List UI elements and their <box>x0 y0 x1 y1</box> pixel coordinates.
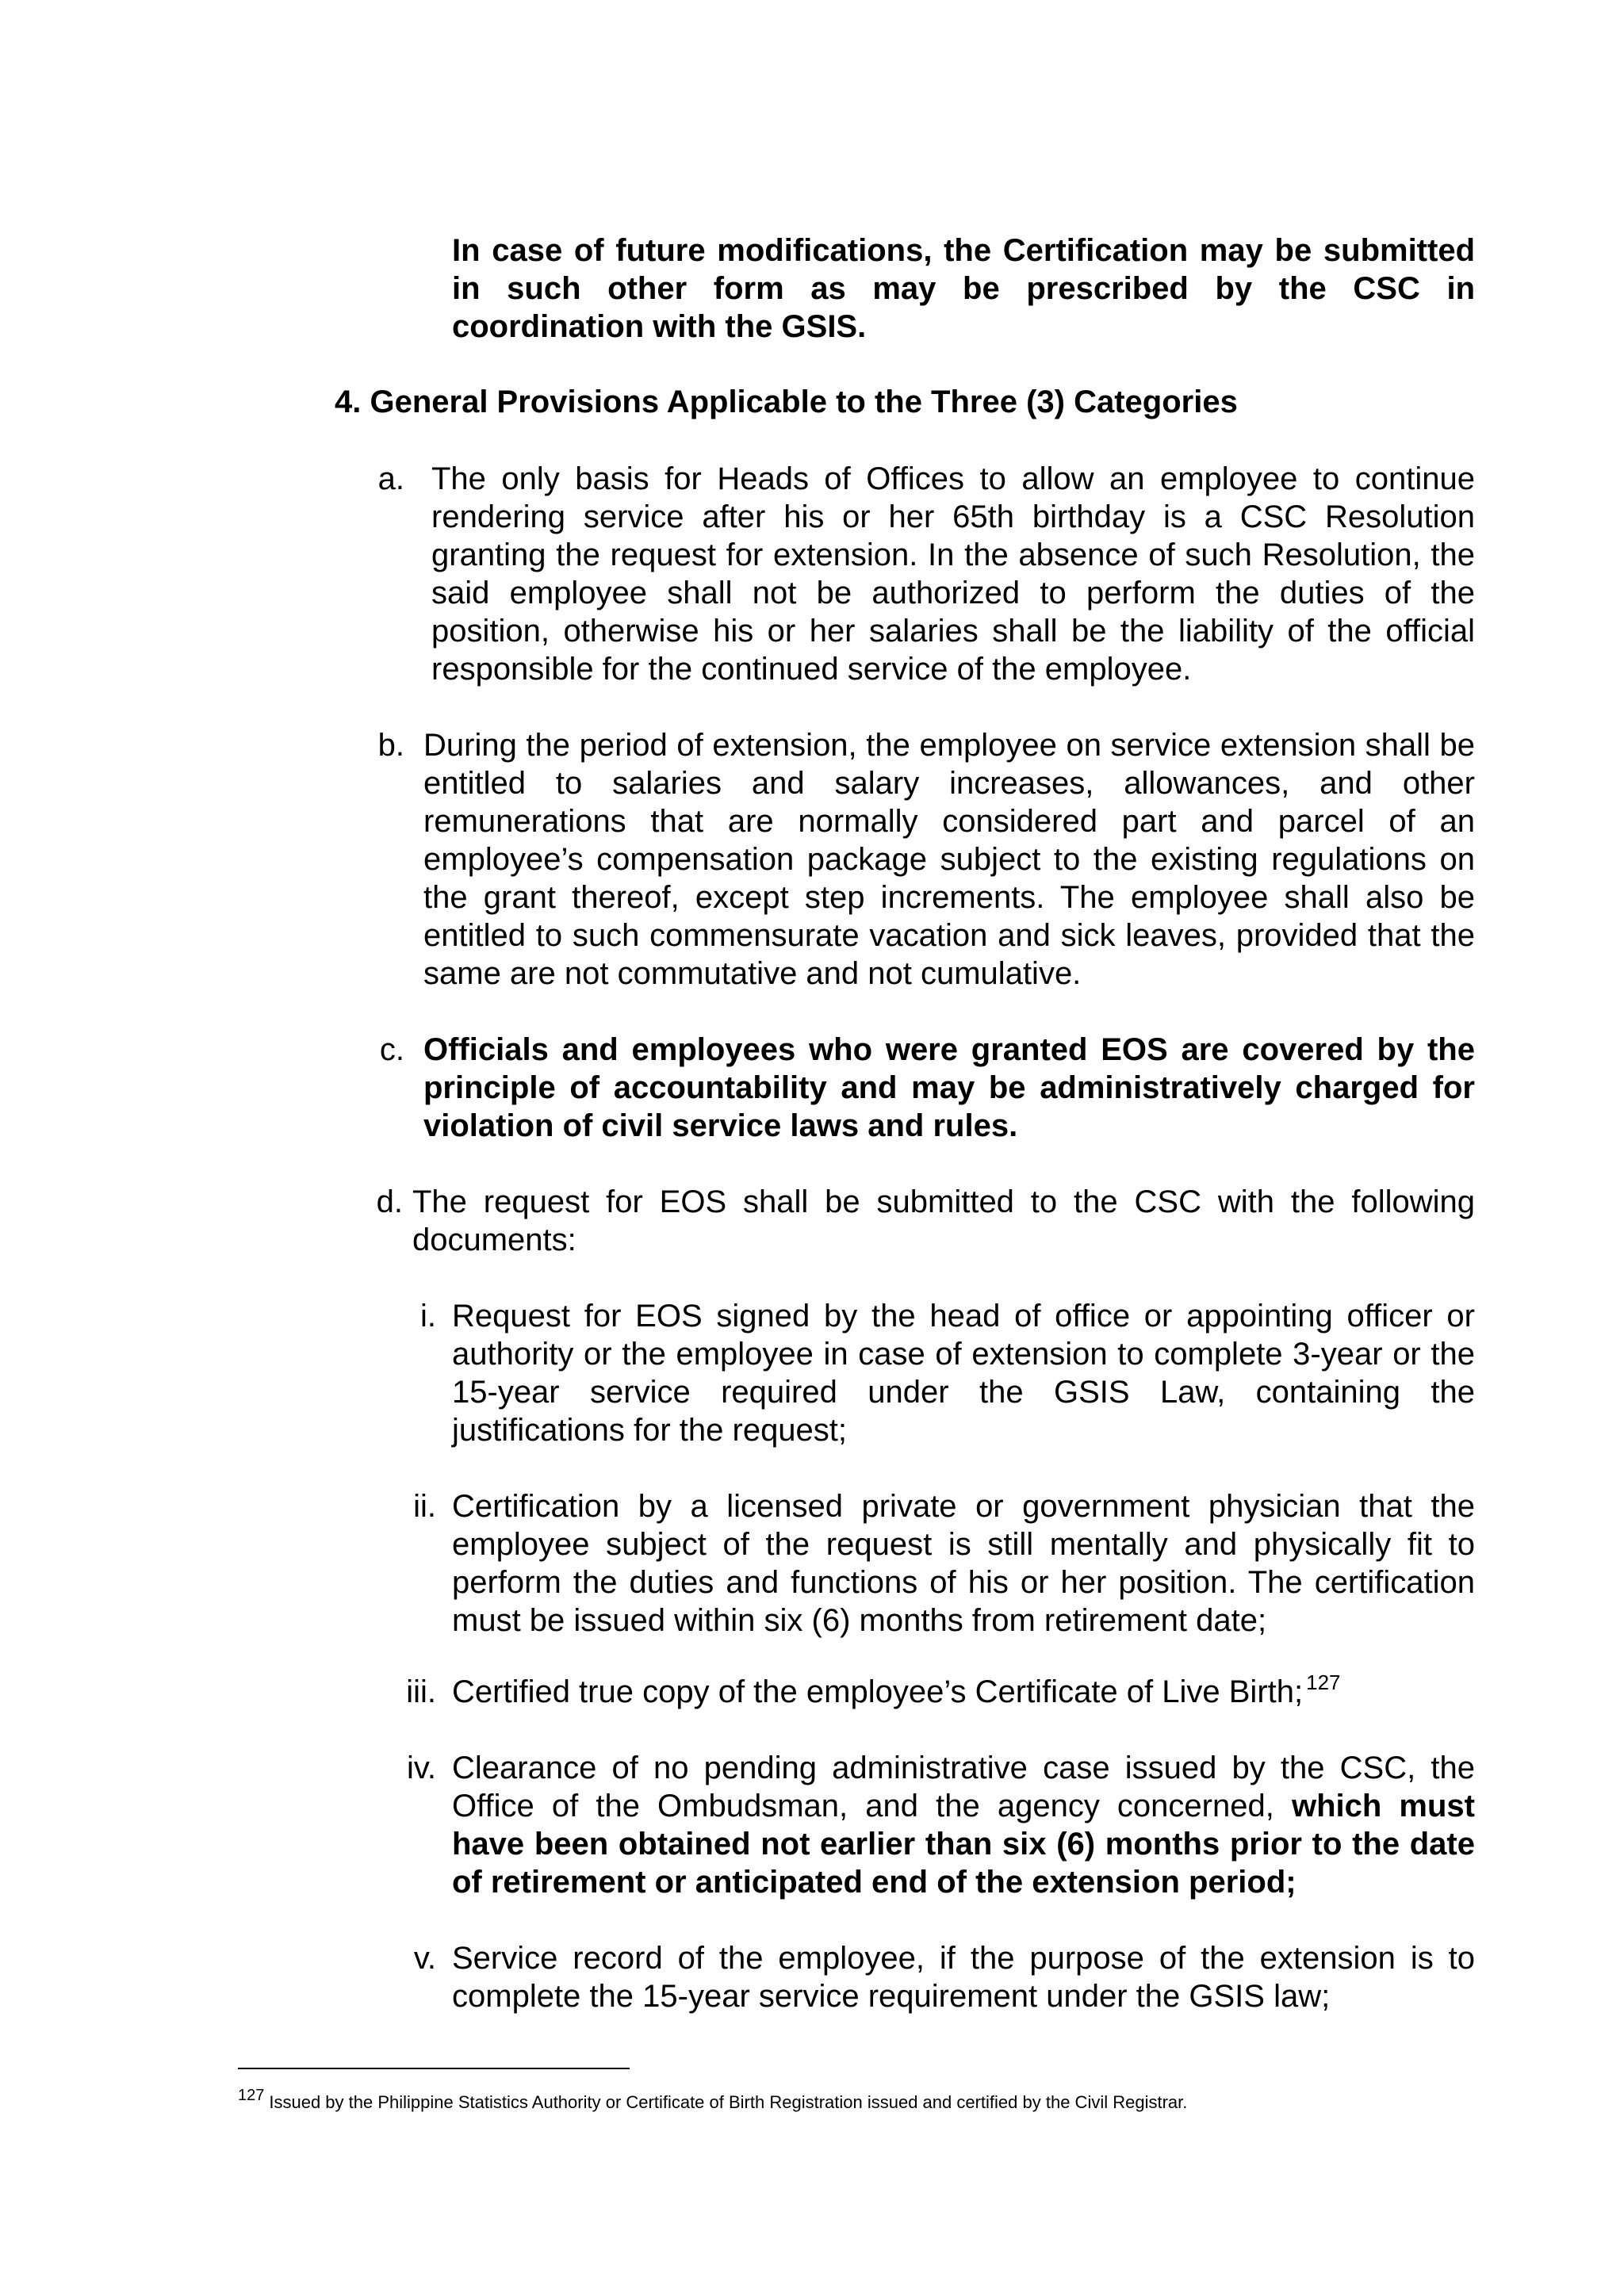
provision-c-marker: c. <box>379 1032 404 1067</box>
footnote-number: 127 <box>238 2087 265 2104</box>
document-iv-paragraph <box>452 1749 1475 1901</box>
document-ii-marker: ii. <box>413 1489 436 1524</box>
provision-d-text: The request for EOS shall be submitted to the CSC with the following documents: <box>412 1184 1475 1257</box>
footnote-reference[interactable]: 127 <box>1306 1670 1341 1694</box>
document-i-marker: i. <box>420 1299 436 1334</box>
section-heading: 4. General Provisions Applicable to the Three (3) Categories <box>335 385 1238 419</box>
footnote <box>238 2087 1188 2114</box>
document-i-text: Request for EOS signed by the head of office or appointing officer or authority or the employee in case of extension to complete 3-year or the 15-year service required under the GSIS Law, containing the justifications for the request; <box>452 1299 1475 1448</box>
provision-d-marker: d. <box>376 1184 403 1219</box>
document-iv-marker: iv. <box>406 1751 436 1785</box>
document-ii-text: Certification by a licensed private or government physician that the employee subject of the request is still mentally and physically fit to perform the duties and functions of his or her position. The certification must be issued within six (6) months from retirement date; <box>452 1489 1475 1638</box>
provision-b-marker: b. <box>377 728 404 763</box>
document-iv-text-regular: Clearance of no pending administrative case issued by the CSC, the Office of the Ombudsman, and the agency concerned, <box>452 1751 1475 1823</box>
provision-c-text: Officials and employees who were granted EOS are covered by the principle of accountability and may be administratively charged for violation of civil service laws and rules. <box>423 1032 1475 1143</box>
footnote-text: Issued by the Philippine Statistics Authority or Certificate of Birth Registration issued and certified by the Civil Registrar. <box>269 2092 1188 2112</box>
footnote-separator <box>238 2068 630 2069</box>
document-v-marker: v. <box>413 1941 436 1976</box>
document-iii-paragraph <box>452 1670 1475 1711</box>
document-iii-marker: iii. <box>406 1674 436 1709</box>
provision-a-text: The only basis for Heads of Offices to allow an employee to continue rendering service after his or her 65th birthday is a CSC Resolution granting the request for extension. In the absence of such Resolution, the said employee shall not be authorized to perform the duties of the position, otherwise his or her salaries shall be the liability of the official responsible for the continued service of the employee. <box>431 461 1475 687</box>
provision-a-marker: a. <box>377 461 404 496</box>
intro-paragraph: In case of future modifications, the Certification may be submitted in such other form as may be prescribed by the CSC in coordination with the GSIS. <box>452 233 1475 344</box>
document-v-text: Service record of the employee, if the purpose of the extension is to complete the 15-year service requirement under the GSIS law; <box>452 1941 1475 2014</box>
document-iii-text: Certified true copy of the employee’s Certificate of Live Birth; <box>452 1674 1304 1709</box>
document-iv-text-bold: which must have been obtained not earlier than six (6) months prior to the date of retirement or anticipated end of the extension period; <box>452 1789 1475 1900</box>
provision-b-text: During the period of extension, the employee on service extension shall be entitled to salaries and salary increases, allowances, and other remunerations that are normally considered part and parcel of an employee’s compensation package subject to the existing regulations on the grant thereof, except step increments. The employee shall also be entitled to such commensurate vacation and sick leaves, provided that the same are not commutative and not cumulative. <box>423 728 1475 991</box>
